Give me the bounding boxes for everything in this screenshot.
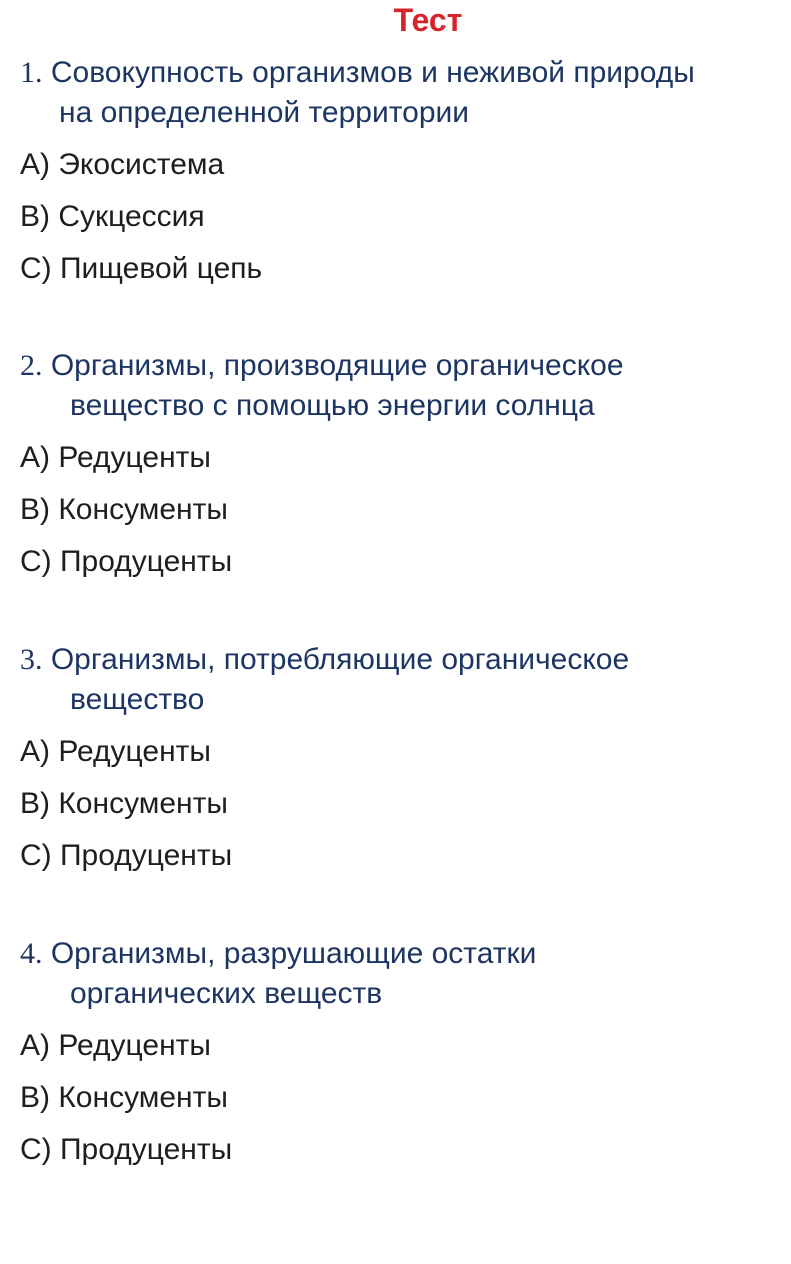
answer-option[interactable]: В) Консументы <box>20 493 228 526</box>
question-line: Организмы, потребляющие органическое <box>50 643 630 676</box>
answer-option[interactable]: В) Сукцессия <box>20 200 205 233</box>
question-line-2: на определенной территории <box>59 96 470 129</box>
question-line-2: органических веществ <box>70 977 383 1010</box>
answer-list <box>0 732 791 876</box>
answer-option[interactable]: С) Продуценты <box>20 1133 233 1166</box>
question-number: 4. <box>20 937 43 970</box>
answer-option[interactable]: А) Экосистема <box>20 148 225 181</box>
question-text <box>0 346 791 386</box>
question-number: 3. <box>20 643 43 676</box>
answer-option[interactable]: А) Редуценты <box>20 1029 211 1062</box>
question-2 <box>0 346 791 582</box>
question-text <box>0 934 791 974</box>
question-line: Организмы, производящие органическое <box>50 349 624 382</box>
answer-option[interactable]: А) Редуценты <box>20 441 211 474</box>
question-text <box>0 640 791 680</box>
question-3 <box>0 640 791 876</box>
question-4 <box>0 934 791 1170</box>
answer-list <box>0 438 791 582</box>
answer-list <box>0 1026 791 1170</box>
question-line-2: вещество с помощью энергии солнца <box>70 389 595 422</box>
answer-option[interactable]: С) Продуценты <box>20 545 233 578</box>
answer-option[interactable]: С) Продуценты <box>20 839 233 872</box>
answer-option[interactable]: В) Консументы <box>20 1081 228 1114</box>
question-line: Организмы, разрушающие остатки <box>50 937 537 970</box>
page-title: Тест <box>393 2 463 38</box>
answer-option[interactable]: В) Консументы <box>20 787 228 820</box>
question-1 <box>0 53 791 289</box>
question-text <box>0 53 791 93</box>
answer-option[interactable]: А) Редуценты <box>20 735 211 768</box>
answer-option[interactable]: С) Пищевой цепь <box>20 252 263 285</box>
question-line-2: вещество <box>70 683 205 716</box>
question-number: 1. <box>20 56 43 89</box>
question-number: 2. <box>20 349 43 382</box>
question-line: Совокупность организмов и неживой природы <box>50 56 695 89</box>
answer-list <box>0 145 791 289</box>
